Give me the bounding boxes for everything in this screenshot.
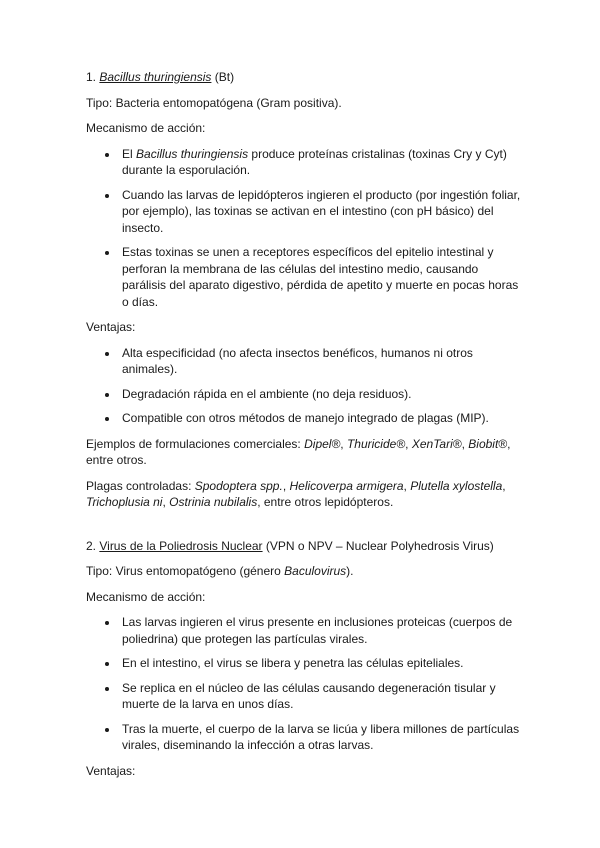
section2-mechanism-label: Mecanismo de acción:	[86, 589, 206, 604]
type-value: Virus entomopatógeno (género	[115, 564, 285, 578]
section2-heading	[86, 538, 522, 555]
formulation-name: Biobit®	[468, 436, 508, 451]
formulation-name: Thuricide®	[346, 436, 406, 451]
section1-number: 1.	[86, 70, 97, 84]
pest-name: Helicoverpa armigera	[289, 478, 404, 493]
list-item	[86, 187, 522, 237]
type-value-end: ).	[346, 564, 354, 578]
pest-name: Trichoplusia ni	[86, 495, 163, 509]
mechanism-text: Estas toxinas se unen a receptores específicos del epitelio intestinal y perforan la membrana de las células del intestino medio, causando parálisis del aparato digestivo, pérdida de apetito y muerte en pocas horas o días.	[122, 245, 519, 309]
list-item	[86, 386, 522, 403]
mechanism-text: Se replica en el núcleo de las células causando degeneración tisular y muerte de la larva en unos días.	[122, 680, 496, 711]
section2-title: Virus de la Poliedrosis Nuclear	[99, 538, 263, 553]
formulation-name: XenTari®	[411, 436, 462, 451]
section1-type	[86, 95, 522, 112]
section-spacer	[86, 520, 522, 538]
list-item	[86, 721, 522, 754]
pest-name: Ostrinia nubilalis	[169, 495, 258, 509]
pests-label: Plagas controladas:	[86, 478, 192, 493]
pest-name: Spodoptera spp.	[194, 478, 283, 493]
mechanism-text: Las larvas ingieren el virus presente en inclusiones proteicas (cuerpos de poliedrina) que protegen las partículas virales.	[122, 615, 513, 646]
mechanism-species: Bacillus thuringiensis	[136, 146, 249, 161]
section1-mechanism-list	[86, 146, 522, 311]
advantage-text: Compatible con otros métodos de manejo integrado de plagas (MIP).	[122, 411, 489, 425]
list-item	[86, 146, 522, 179]
mechanism-text: Tras la muerte, el cuerpo de la larva se licúa y libera millones de partículas virales, diseminando la infección a otras larvas.	[122, 721, 520, 752]
section1-heading	[86, 69, 522, 86]
mechanism-text: produce proteínas cristalinas (toxinas Cry y Cyt) durante la esporulación.	[122, 146, 507, 177]
formulations-label: Ejemplos de formulaciones comerciales:	[86, 436, 301, 451]
type-value: Bacteria entomopatógena (Gram positiva).	[115, 95, 342, 110]
pests-suffix: entre otros lepidópteros.	[263, 495, 394, 509]
section2-title-suffix: (VPN o NPV – Nuclear Polyhedrosis Virus)	[265, 538, 494, 553]
document-content	[86, 69, 522, 788]
section1-pests: Plagas controladas: Spodoptera spp., Helicoverpa armigera, Plutella xylostella, Trichoplusia ni, Ostrinia nubilalis, entre otros lepidópteros.	[86, 478, 506, 509]
section1-mechanism-label: Mecanismo de acción:	[86, 121, 206, 135]
section2-number: 2.	[86, 538, 97, 553]
list-item	[86, 680, 522, 713]
advantage-text: Alta especificidad (no afecta insectos benéficos, humanos ni otros animales).	[122, 345, 473, 376]
list-item	[86, 655, 522, 672]
section1-advantages-label: Ventajas:	[86, 320, 136, 334]
advantage-text: Degradación rápida en el ambiente (no deja residuos).	[122, 386, 412, 401]
section1-title: Bacillus thuringiensis	[99, 70, 212, 84]
section1-advantages-list	[86, 345, 522, 427]
section1-formulations: Ejemplos de formulaciones comerciales: Dipel®, Thuricide®, XenTari®, Biobit®, entre otros.	[86, 436, 511, 467]
formulations-suffix: entre otros.	[86, 453, 147, 467]
mechanism-text: El	[122, 146, 137, 161]
section2-type	[86, 563, 522, 580]
list-item	[86, 410, 522, 427]
type-genus: Baculovirus	[284, 564, 347, 578]
list-item	[86, 244, 522, 310]
mechanism-text: En el intestino, el virus se libera y penetra las células epiteliales.	[122, 656, 464, 670]
list-item	[86, 614, 522, 647]
mechanism-text: Cuando las larvas de lepidópteros ingieren el producto (por ingestión foliar, por ejemplo), las toxinas se activan en el intestino (con pH básico) del insecto.	[122, 187, 521, 235]
formulation-name: Dipel®	[304, 436, 341, 451]
pest-name: Plutella xylostella	[410, 478, 503, 493]
section1-title-suffix: (Bt)	[214, 70, 235, 84]
type-label: Tipo:	[86, 95, 113, 110]
section2-advantages-label: Ventajas:	[86, 763, 136, 778]
type-label: Tipo:	[86, 564, 113, 578]
list-item	[86, 345, 522, 378]
section2-mechanism-list	[86, 614, 522, 754]
